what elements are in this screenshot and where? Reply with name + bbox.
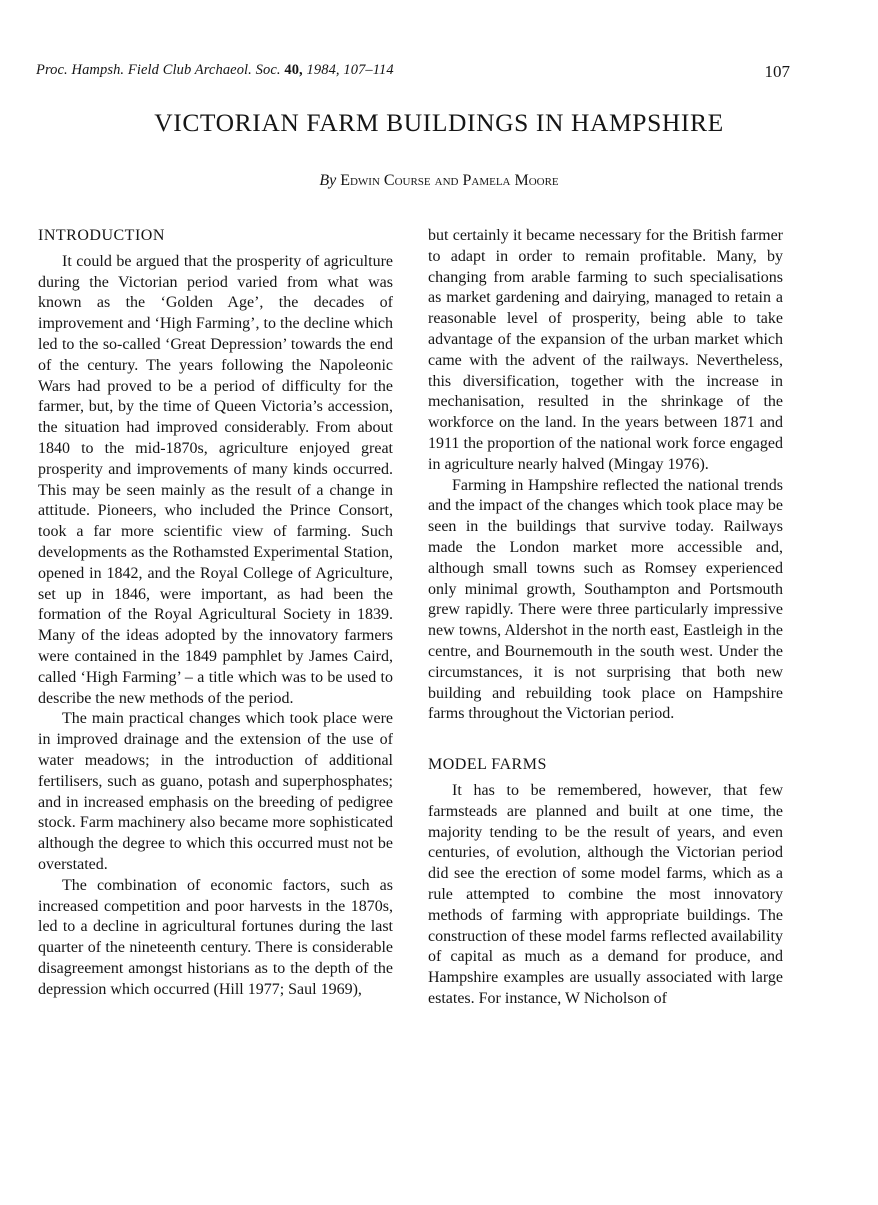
paragraph-continuation: but certainly it became necessary for the British farmer to adapt in order to remain profitable. Many, by changing from arable farming to such specialisations as market gardening and dairying, managed to retain a reasonable level of prosperity, being able to take advantage of the expansion of the urban market which came with the advent of the railways. Nevertheless, this diversification, together with the increase in mechanisation, resulted in the shrinkage of the workforce on the land. In the years between 1871 and 1911 the proportion of the national work force engaged in agriculture nearly halved (Mingay 1976). [428,227,783,473]
paragraph: It could be argued that the prosperity of agriculture during the Victorian period varied from what was known as the ‘Golden Age’, the decades of improvement and ‘High Farming’, to the decline which led to the so-called ‘Great Depression’ towards the end of the century. The years following the Napoleonic Wars had proved to be a period of difficulty for the farmer, but, by the time of Queen Victoria’s accession, the situation had improved considerably. From about 1840 to the mid-1870s, agriculture enjoyed great prosperity and improvements of many kinds occurred. This may be seen mainly as the result of a change in attitude. Pioneers, who included the Prince Consort, took a far more scientific view of farming. Such developments as the Rothamsted Experimental Station, opened in 1842, and the Royal College of Agriculture, set up in 1846, were important, as had been the formation of the Royal Agricultural Society in 1839. Many of the ideas adopted by the innovatory farmers were contained in the 1849 pamphlet by James Caird, called ‘High Farming’ – a title which was to be used to describe the new methods of the period. [38,252,393,707]
byline-by: By [319,172,337,189]
byline [0,172,878,190]
citation-range: 1984, 107–114 [306,62,394,78]
paragraph: The main practical changes which took place were in improved drainage and the extension of the use of water meadows; in the introduction of additional fertilisers, such as guano, potash and superphosphates; and in increased emphasis on the breeding of pedigree stock. Farm machinery also became more sophisticated although the degree to which this occurred must not be overstated. [38,710,393,873]
left-column [38,226,393,1000]
section-heading-model-farms: MODEL FARMS [428,756,547,774]
byline-authors: Edwin Course and Pamela Moore [340,172,559,189]
citation-volume: 40, [284,62,303,78]
paragraph: It has to be remembered, however, that few farmsteads are planned and built at one time, the majority tending to be the result of years, and even centuries, of evolution, although the Victorian period did see the erection of some model farms, which as a rule attempted to combine the most innovatory methods of farming with appropriate buildings. The construction of these model farms reflected availability of capital as much as a demand for produce, and Hampshire examples are usually associated with large estates. For instance, W Nicholson of [428,781,783,1007]
paragraph: Farming in Hampshire reflected the national trends and the impact of the changes which took place may be seen in the buildings that survive today. Railways made the London market more accessible and, although small towns such as Romsey experienced only minimal growth, Southampton and Portsmouth grew rapidly. There were three particularly impressive new towns, Aldershot in the north east, Eastleigh in the centre, and Bournemouth in the south west. Under the circumstances, it is not surprising that both new building and rebuilding took place on Hampshire farms throughout the Victorian period. [428,476,783,723]
citation-journal: Proc. Hampsh. Field Club Archaeol. Soc. [36,62,281,78]
running-header [36,62,790,84]
right-column [428,226,783,1010]
paragraph: The combination of economic factors, such as increased competition and poor harvests in the 1870s, led to a decline in agricultural fortunes during the last quarter of the nineteenth century. There is considerable disagreement amongst historians as to the depth of the depression which occurred (Hill 1977; Saul 1969), [38,876,393,998]
article-title: VICTORIAN FARM BUILDINGS IN HAMPSHIRE [154,108,724,137]
section-heading-introduction: INTRODUCTION [38,227,165,244]
journal-citation [36,62,394,79]
page-number: 107 [764,62,790,81]
